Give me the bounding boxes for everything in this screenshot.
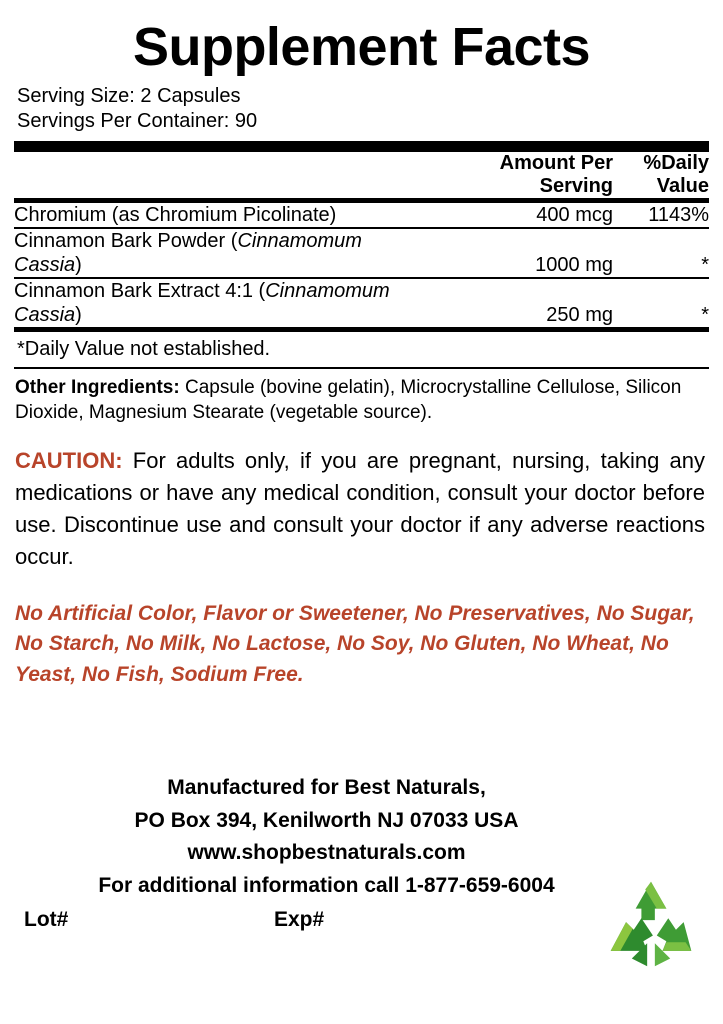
table-header-row (14, 152, 709, 198)
nutrient-name (14, 278, 433, 327)
nutrient-daily-value: 1143% (648, 204, 709, 226)
divider-bottom (14, 367, 709, 369)
servings-per-container: Servings Per Container: 90 (17, 110, 258, 132)
other-ingredients (15, 376, 709, 425)
page-title: Supplement Facts (132, 17, 591, 77)
nutrient-name-latin: Cinnamomum Cassia (14, 230, 362, 276)
header-spacer (14, 152, 433, 198)
caution-label: CAUTION: (15, 448, 123, 474)
table-row (14, 228, 709, 278)
manufacturer-address: PO Box 394, Kenilworth NJ 07033 USA (134, 808, 519, 832)
nutrient-name: Chromium (as Chromium Picolinate) (14, 204, 337, 226)
header-amount-per-serving (433, 152, 613, 198)
header-daily-value (613, 152, 709, 198)
contact-phone: For additional information call 1-877-659-6004 (98, 873, 555, 897)
daily-value-footnote: *Daily Value not established. (17, 338, 271, 360)
recycle-icon (599, 876, 703, 972)
serving-size: Serving Size: 2 Capsules (17, 85, 241, 107)
nutrient-name-prefix: Cinnamon Bark Powder ( (14, 230, 238, 252)
caution-text: For adults only, if you are pregnant, nursing, taking any medications or have any medical condition, consult your doctor before use. Discontinue use and consult your doctor if any adverse reactions occur. (15, 448, 705, 570)
nutrient-name (14, 228, 433, 278)
nutrient-daily-value: * (613, 228, 709, 278)
nutrient-amount: 1000 mg (433, 228, 613, 278)
nutrient-name-suffix: ) (75, 254, 82, 276)
table-row (14, 278, 709, 327)
other-ingredients-label: Other Ingredients: (15, 377, 180, 398)
website-link[interactable]: www.shopbestnaturals.com (187, 841, 466, 865)
table-row (14, 203, 709, 228)
header-dv-line1: %Daily (643, 152, 709, 174)
nutrient-rows (14, 203, 709, 327)
lot-label: Lot# (24, 908, 69, 932)
manufacturer-line-1: Manufactured for Best Naturals, (167, 776, 486, 800)
header-amount-line2: Serving (539, 175, 613, 197)
nutrient-amount: 250 mg (433, 278, 613, 327)
header-dv-line2: Value (656, 175, 709, 197)
exp-label: Exp# (274, 908, 325, 932)
nutrition-table (14, 152, 709, 198)
nutrient-daily-value: * (613, 278, 709, 327)
free-from-claims: No Artificial Color, Flavor or Sweetener, No Preservatives, No Sugar, No Starch, No Milk, No Lactose, No Soy, No Gluten, No Wheat, No Yeast, No Fish, Sodium Free. (15, 601, 695, 686)
nutrient-name-suffix: ) (75, 304, 82, 326)
nutrient-name-latin: Cinnamomum Cassia (14, 280, 390, 326)
header-amount-line1: Amount Per (499, 152, 613, 174)
other-ingredients-text: Capsule (bovine gelatin), Microcrystalline Cellulose, Silicon Dioxide, Magnesium Stearate (vegetable source). (15, 377, 682, 423)
divider-thick-top (14, 141, 709, 152)
nutrient-amount: 400 mcg (536, 204, 613, 226)
nutrient-name-prefix: Cinnamon Bark Extract 4:1 ( (14, 280, 266, 302)
caution-statement (15, 445, 709, 573)
